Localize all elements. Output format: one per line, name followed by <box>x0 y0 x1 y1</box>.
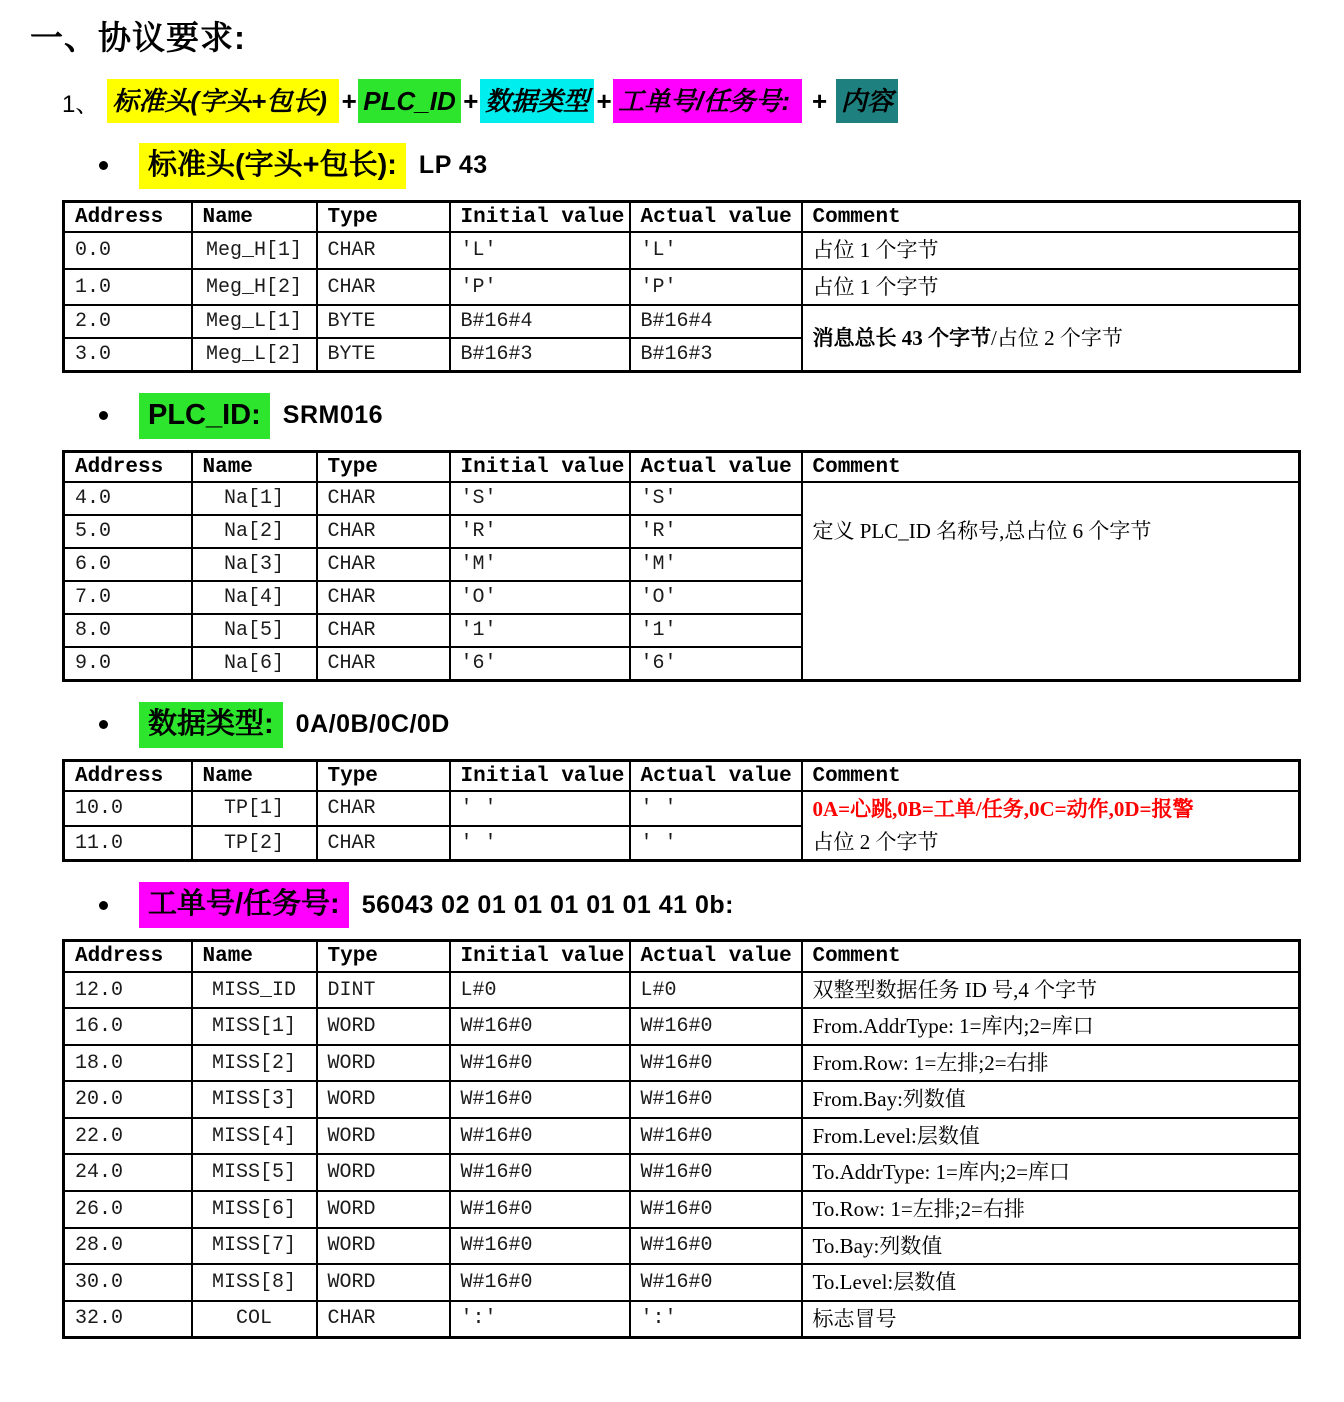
address-cell: 22.0 <box>64 1118 192 1155</box>
name-cell: Meg_L[1] <box>192 305 317 338</box>
data-type-table <box>62 759 1301 863</box>
actual-value-cell: L#0 <box>630 972 802 1009</box>
actual-value-cell: 'O' <box>630 581 802 614</box>
section-plc-id <box>0 393 1344 682</box>
initial-value-cell: W#16#0 <box>450 1191 630 1228</box>
name-cell: TP[1] <box>192 791 317 826</box>
actual-value-cell: ' ' <box>630 826 802 861</box>
bullet-icon <box>99 901 108 910</box>
formula-segment-green: PLC_ID <box>358 79 460 123</box>
column-header: Type <box>317 451 450 482</box>
actual-value-cell: '6' <box>630 647 802 680</box>
address-cell: 0.0 <box>64 232 192 269</box>
heading-value: SRM016 <box>282 401 384 430</box>
initial-value-cell: '6' <box>450 647 630 680</box>
initial-value-cell: ' ' <box>450 826 630 861</box>
comment-cell: To.Bay:列数值 <box>802 1228 1300 1265</box>
bullet-icon <box>99 720 108 729</box>
type-cell: CHAR <box>317 581 450 614</box>
column-header: Name <box>192 941 317 972</box>
column-header: Comment <box>802 451 1300 482</box>
column-header: Actual value <box>630 760 802 791</box>
initial-value-cell: '1' <box>450 614 630 647</box>
formula-plus: + <box>462 86 478 116</box>
address-cell: 8.0 <box>64 614 192 647</box>
heading-value: LP 43 <box>418 151 488 180</box>
column-header: Comment <box>802 201 1300 232</box>
comment-cell: From.Bay:列数值 <box>802 1081 1300 1118</box>
name-cell: MISS[6] <box>192 1191 317 1228</box>
bullet-icon <box>99 161 108 170</box>
address-cell: 18.0 <box>64 1045 192 1082</box>
section-heading-data-type <box>99 702 1344 748</box>
column-header: Address <box>64 201 192 232</box>
table-row <box>64 269 1300 306</box>
heading-label: 数据类型: <box>139 702 283 748</box>
address-cell: 3.0 <box>64 338 192 371</box>
protocol-formula <box>62 79 1344 123</box>
address-cell: 11.0 <box>64 826 192 861</box>
type-cell: CHAR <box>317 614 450 647</box>
section-data-type <box>0 702 1344 862</box>
table-row <box>64 1191 1300 1228</box>
heading-label: PLC_ID: <box>139 393 270 439</box>
type-cell: CHAR <box>317 232 450 269</box>
name-cell: MISS_ID <box>192 972 317 1009</box>
table-row <box>64 305 1300 338</box>
initial-value-cell: W#16#0 <box>450 1008 630 1045</box>
actual-value-cell: W#16#0 <box>630 1228 802 1265</box>
actual-value-cell: 'S' <box>630 482 802 515</box>
initial-value-cell: 'S' <box>450 482 630 515</box>
initial-value-cell: W#16#0 <box>450 1081 630 1118</box>
column-header: Type <box>317 201 450 232</box>
column-header: Address <box>64 941 192 972</box>
column-header: Actual value <box>630 451 802 482</box>
table-row <box>64 791 1300 826</box>
actual-value-cell: 'P' <box>630 269 802 306</box>
table-row <box>64 1154 1300 1191</box>
type-cell: WORD <box>317 1264 450 1301</box>
table-header-row <box>64 941 1300 972</box>
section-task-number <box>0 882 1344 1339</box>
type-cell: WORD <box>317 1081 450 1118</box>
heading-value: 56043 02 01 01 01 01 01 41 0b: <box>361 890 734 919</box>
address-cell: 5.0 <box>64 515 192 548</box>
name-cell: Na[1] <box>192 482 317 515</box>
name-cell: Na[3] <box>192 548 317 581</box>
initial-value-cell: L#0 <box>450 972 630 1009</box>
name-cell: Na[5] <box>192 614 317 647</box>
comment-cell: 消息总长 43 个字节/占位 2 个字节 <box>802 305 1300 371</box>
name-cell: MISS[7] <box>192 1228 317 1265</box>
table-header-row <box>64 201 1300 232</box>
actual-value-cell: W#16#0 <box>630 1081 802 1118</box>
heading-label: 工单号/任务号: <box>139 882 349 928</box>
table-row <box>64 1045 1300 1082</box>
address-cell: 32.0 <box>64 1301 192 1338</box>
initial-value-cell: W#16#0 <box>450 1045 630 1082</box>
section-heading-plc-id <box>99 393 1344 439</box>
initial-value-cell: ' ' <box>450 791 630 826</box>
table-row <box>64 1301 1300 1338</box>
actual-value-cell: B#16#3 <box>630 338 802 371</box>
actual-value-cell: W#16#0 <box>630 1045 802 1082</box>
address-cell: 1.0 <box>64 269 192 306</box>
type-cell: CHAR <box>317 269 450 306</box>
comment-cell: 占位 1 个字节 <box>802 269 1300 306</box>
comment-cell: From.Row: 1=左排;2=右排 <box>802 1045 1300 1082</box>
formula-plus: + <box>595 86 612 116</box>
initial-value-cell: W#16#0 <box>450 1228 630 1265</box>
column-header: Actual value <box>630 941 802 972</box>
initial-value-cell: B#16#3 <box>450 338 630 371</box>
address-cell: 9.0 <box>64 647 192 680</box>
initial-value-cell: ':' <box>450 1301 630 1338</box>
column-header: Initial value <box>450 941 630 972</box>
formula-plus: + <box>341 86 357 116</box>
column-header: Actual value <box>630 201 802 232</box>
address-cell: 2.0 <box>64 305 192 338</box>
formula-plus: + <box>804 86 834 116</box>
type-cell: BYTE <box>317 305 450 338</box>
comment-cell: 占位 1 个字节 <box>802 232 1300 269</box>
address-cell: 16.0 <box>64 1008 192 1045</box>
heading-label: 标准头(字头+包长): <box>139 143 406 189</box>
name-cell: MISS[4] <box>192 1118 317 1155</box>
actual-value-cell: 'L' <box>630 232 802 269</box>
type-cell: WORD <box>317 1191 450 1228</box>
address-cell: 10.0 <box>64 791 192 826</box>
type-cell: CHAR <box>317 1301 450 1338</box>
initial-value-cell: B#16#4 <box>450 305 630 338</box>
column-header: Initial value <box>450 451 630 482</box>
table-row <box>64 1081 1300 1118</box>
initial-value-cell: W#16#0 <box>450 1264 630 1301</box>
standard-header-table <box>62 200 1301 373</box>
column-header: Comment <box>802 760 1300 791</box>
column-header: Initial value <box>450 760 630 791</box>
column-header: Name <box>192 201 317 232</box>
address-cell: 12.0 <box>64 972 192 1009</box>
table-row <box>64 1228 1300 1265</box>
formula-segment-magenta: 工单号/任务号: <box>613 79 802 123</box>
column-header: Name <box>192 760 317 791</box>
task-number-table <box>62 939 1301 1339</box>
actual-value-cell: W#16#0 <box>630 1118 802 1155</box>
list-number: 1、 <box>62 90 100 118</box>
actual-value-cell: W#16#0 <box>630 1264 802 1301</box>
actual-value-cell: W#16#0 <box>630 1191 802 1228</box>
actual-value-cell: ':' <box>630 1301 802 1338</box>
heading-value: 0A/0B/0C/0D <box>295 710 450 739</box>
address-cell: 7.0 <box>64 581 192 614</box>
address-cell: 24.0 <box>64 1154 192 1191</box>
column-header: Name <box>192 451 317 482</box>
comment-cell: From.Level:层数值 <box>802 1118 1300 1155</box>
column-header: Type <box>317 760 450 791</box>
name-cell: Na[6] <box>192 647 317 680</box>
initial-value-cell: 'M' <box>450 548 630 581</box>
address-cell: 6.0 <box>64 548 192 581</box>
formula-segment-yellow: 标准头(字头+包长) <box>107 79 339 123</box>
comment-cell: 定义 PLC_ID 名称号,总占位 6 个字节 <box>802 482 1300 680</box>
type-cell: CHAR <box>317 482 450 515</box>
actual-value-cell: '1' <box>630 614 802 647</box>
name-cell: MISS[2] <box>192 1045 317 1082</box>
type-cell: WORD <box>317 1228 450 1265</box>
actual-value-cell: 'R' <box>630 515 802 548</box>
table-row <box>64 1118 1300 1155</box>
name-cell: TP[2] <box>192 826 317 861</box>
initial-value-cell: 'O' <box>450 581 630 614</box>
type-cell: CHAR <box>317 647 450 680</box>
name-cell: Meg_H[1] <box>192 232 317 269</box>
type-cell: CHAR <box>317 791 450 826</box>
table-row <box>64 1008 1300 1045</box>
table-row <box>64 482 1300 515</box>
name-cell: COL <box>192 1301 317 1338</box>
address-cell: 4.0 <box>64 482 192 515</box>
address-cell: 20.0 <box>64 1081 192 1118</box>
plc-id-table <box>62 450 1301 682</box>
type-cell: CHAR <box>317 548 450 581</box>
name-cell: MISS[5] <box>192 1154 317 1191</box>
formula-segment-teal: 内容 <box>836 79 898 123</box>
address-cell: 28.0 <box>64 1228 192 1265</box>
name-cell: Meg_L[2] <box>192 338 317 371</box>
type-cell: WORD <box>317 1118 450 1155</box>
actual-value-cell: 'M' <box>630 548 802 581</box>
initial-value-cell: 'P' <box>450 269 630 306</box>
address-cell: 26.0 <box>64 1191 192 1228</box>
comment-cell: To.Level:层数值 <box>802 1264 1300 1301</box>
column-header: Initial value <box>450 201 630 232</box>
comment-cell: From.AddrType: 1=库内;2=库口 <box>802 1008 1300 1045</box>
comment-cell: 0A=心跳,0B=工单/任务,0C=动作,0D=报警 占位 2 个字节 <box>802 791 1300 861</box>
column-header: Address <box>64 760 192 791</box>
type-cell: CHAR <box>317 826 450 861</box>
type-cell: WORD <box>317 1154 450 1191</box>
name-cell: MISS[3] <box>192 1081 317 1118</box>
comment-cell: To.Row: 1=左排;2=右排 <box>802 1191 1300 1228</box>
actual-value-cell: B#16#4 <box>630 305 802 338</box>
bullet-icon <box>99 411 108 420</box>
name-cell: Meg_H[2] <box>192 269 317 306</box>
type-cell: CHAR <box>317 515 450 548</box>
comment-cell: 双整型数据任务 ID 号,4 个字节 <box>802 972 1300 1009</box>
section-heading-task-number <box>99 882 1344 928</box>
type-cell: WORD <box>317 1045 450 1082</box>
table-header-row <box>64 451 1300 482</box>
document-title: 一、协议要求: <box>30 19 246 56</box>
table-row <box>64 232 1300 269</box>
address-cell: 30.0 <box>64 1264 192 1301</box>
actual-value-cell: ' ' <box>630 791 802 826</box>
table-row <box>64 972 1300 1009</box>
initial-value-cell: W#16#0 <box>450 1154 630 1191</box>
initial-value-cell: 'R' <box>450 515 630 548</box>
name-cell: Na[4] <box>192 581 317 614</box>
name-cell: Na[2] <box>192 515 317 548</box>
column-header: Type <box>317 941 450 972</box>
type-cell: WORD <box>317 1008 450 1045</box>
actual-value-cell: W#16#0 <box>630 1154 802 1191</box>
initial-value-cell: W#16#0 <box>450 1118 630 1155</box>
section-heading-standard-header <box>99 143 1344 189</box>
table-row <box>64 1264 1300 1301</box>
type-cell: DINT <box>317 972 450 1009</box>
name-cell: MISS[8] <box>192 1264 317 1301</box>
column-header: Comment <box>802 941 1300 972</box>
column-header: Address <box>64 451 192 482</box>
table-header-row <box>64 760 1300 791</box>
protocol-formula-segments <box>107 79 898 123</box>
name-cell: MISS[1] <box>192 1008 317 1045</box>
initial-value-cell: 'L' <box>450 232 630 269</box>
actual-value-cell: W#16#0 <box>630 1008 802 1045</box>
type-cell: BYTE <box>317 338 450 371</box>
comment-cell: 标志冒号 <box>802 1301 1300 1338</box>
section-standard-header <box>0 143 1344 373</box>
comment-cell: To.AddrType: 1=库内;2=库口 <box>802 1154 1300 1191</box>
formula-segment-cyan: 数据类型 <box>480 79 594 123</box>
